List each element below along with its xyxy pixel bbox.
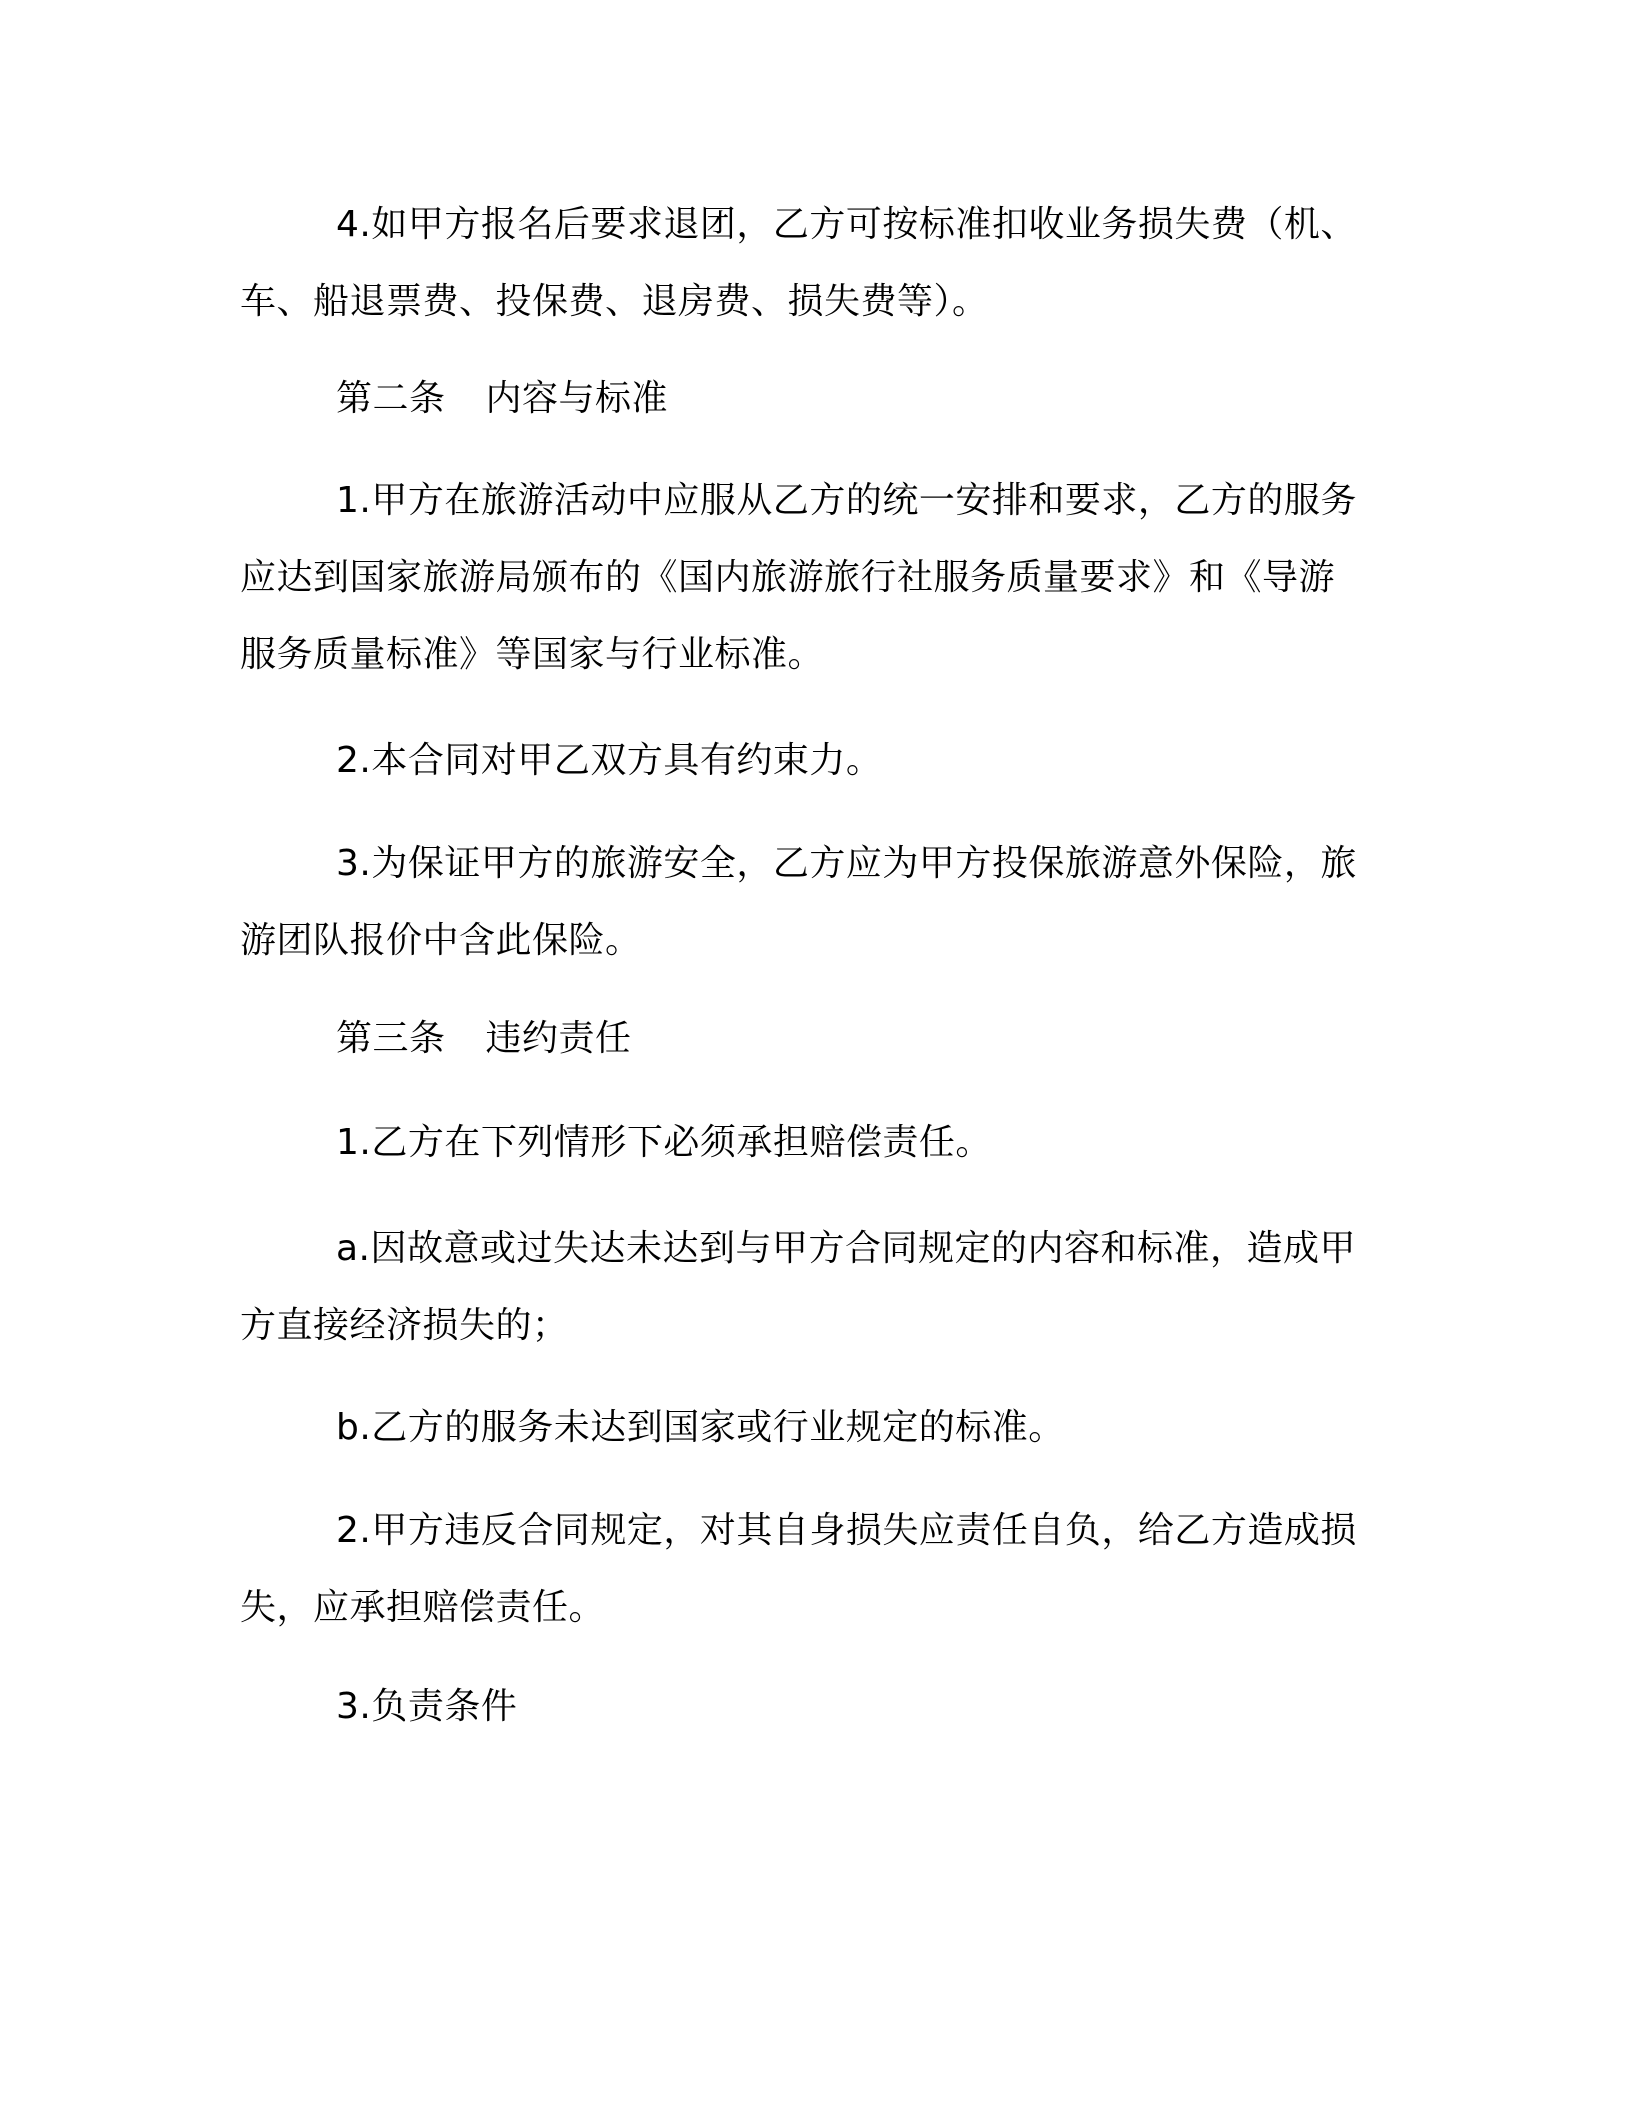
- article-2-clause-1: 1.甲方在旅游活动中应服从乙方的统一安排和要求，乙方的服务应达到国家旅游局颁布的《国内旅游旅行社服务质量要求》和《导游服务质量标准》等国家与行业标准。: [240, 480, 1357, 675]
- article-3-clause-1: 1.乙方在下列情形下必须承担赔偿责任。: [336, 1122, 992, 1163]
- article-3-number: 第三条: [336, 1018, 446, 1059]
- article-3-clause-1a: a.因故意或过失达未达到与甲方合同规定的内容和标准，造成甲方直接经济损失的；: [240, 1228, 1357, 1346]
- article-3-title: 违约责任: [485, 1018, 632, 1059]
- article-3-clause-2: 2.甲方违反合同规定，对其自身损失应责任自负，给乙方造成损失，应承担赔偿责任。: [240, 1510, 1357, 1628]
- article-2-heading: [336, 360, 668, 437]
- article-2-title: 内容与标准: [485, 378, 669, 419]
- article-3-heading: [336, 1000, 632, 1077]
- article-2-clause-2: 2.本合同对甲乙双方具有约束力。: [336, 740, 883, 781]
- article-2-number: 第二条: [336, 378, 446, 419]
- clause-4-refund: 4.如甲方报名后要求退团，乙方可按标准扣收业务损失费（机、车、船退票费、投保费、退房费、损失费等）。: [240, 204, 1357, 322]
- article-2-clause-3: 3.为保证甲方的旅游安全，乙方应为甲方投保旅游意外保险，旅游团队报价中含此保险。: [240, 843, 1357, 961]
- article-3-clause-3: 3.负责条件: [336, 1686, 518, 1727]
- article-3-clause-1b: b.乙方的服务未达到国家或行业规定的标准。: [336, 1407, 1065, 1448]
